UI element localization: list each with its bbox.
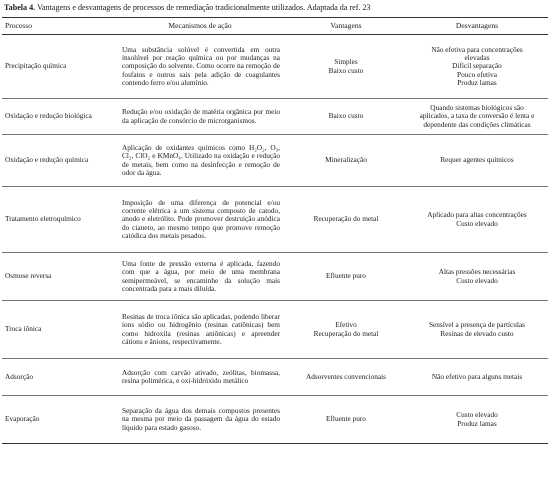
disadvantages-cell xyxy=(406,187,548,253)
disadvantages-cell xyxy=(406,359,548,396)
header-row xyxy=(2,18,548,35)
table-caption xyxy=(4,3,546,13)
disadvantage-line: elevadas xyxy=(464,53,490,63)
process-cell: Precipitação química xyxy=(2,35,114,99)
disadvantages-cell xyxy=(406,301,548,359)
table-row xyxy=(2,35,548,99)
advantages-cell xyxy=(286,253,406,301)
mechanism-cell: Aplicação de oxidantes químicos como H₂O₂, O₃, Cl₂, ClO₂ e KMnO₄. Utilizado na oxidação e redução de metais, bem como na desinfecção e remoção de odor da água. xyxy=(114,135,286,187)
disadvantage-line: Difícil separação xyxy=(452,61,502,71)
disadvantage-line: Produz lamas xyxy=(457,418,497,428)
advantage-line: Baixo custo xyxy=(328,111,364,121)
disadvantage-line: Aplicado para altas concentrações xyxy=(427,210,527,220)
process-cell: Adsorção xyxy=(2,359,114,396)
process-cell: Evaporação xyxy=(2,396,114,444)
table-body xyxy=(2,35,548,444)
caption-label: Tabela 4. xyxy=(4,3,36,12)
advantages-cell xyxy=(286,396,406,444)
disadvantages-cell xyxy=(406,135,548,187)
disadvantage-line: Pouco efetiva xyxy=(457,69,497,79)
advantage-line: Recuperação do metal xyxy=(313,214,379,224)
caption-text: Vantagens e desvantagens de processos de remediação tradicionalmente utilizados. Adaptada da ref. 23 xyxy=(37,3,371,12)
disadvantage-line: Produz lamas xyxy=(457,77,497,87)
advantages-cell xyxy=(286,135,406,187)
mechanism-cell: Adsorção com carvão ativado, zeólitas, biomassa, resina polimérica, e oxi-hidróxido metálico xyxy=(114,359,286,396)
disadvantage-line: Sensível a presença de partículas xyxy=(428,320,526,330)
process-cell: Troca iônica xyxy=(2,301,114,359)
table-row xyxy=(2,99,548,135)
disadvantages-cell xyxy=(406,35,548,99)
disadvantage-line: Não efetivo para alguns metais xyxy=(431,371,523,381)
process-cell: Osmose reversa xyxy=(2,253,114,301)
advantages-cell xyxy=(286,35,406,99)
disadvantage-line: dependente das condições climáticas xyxy=(423,119,531,129)
advantage-line: Simples xyxy=(334,57,358,67)
advantages-cell xyxy=(286,359,406,396)
mechanism-cell: Uma substância solúvel é convertida em outra insolúvel por reação química ou por mudanças na composição do solvente. Como ocorre na remoção de fosfatos e outros sais pela adição de coagulantes contendo ferro e/ou alumínio. xyxy=(114,35,286,99)
mechanism-cell: Redução e/ou oxidação de matéria orgânica por meio da aplicação de consórcio de microrganismos. xyxy=(114,99,286,135)
mechanism-cell: Resinas de troca iônica são aplicadas, podendo liberar íons sódio ou hidrogênio (resinas catiônicas) bem como hidroxila (resinas aniônicas) e apreender cátions e ânions, respectivamente. xyxy=(114,301,286,359)
advantage-line: Efetivo xyxy=(335,320,357,330)
advantage-line: Mineralização xyxy=(325,155,367,165)
process-cell: Oxidação e redução biológica xyxy=(2,99,114,135)
disadvantage-line: Requer agentes químicos xyxy=(440,155,514,165)
table-row xyxy=(2,253,548,301)
table-row xyxy=(2,187,548,253)
process-cell: Tratamento eletroquímico xyxy=(2,187,114,253)
mechanism-cell: Separação da água dos demais compostos presentes na mesma por meio da passagem da água do estado líquido para estado gasoso. xyxy=(114,396,286,444)
advantage-line: Recuperação do metal xyxy=(313,328,379,338)
disadvantage-line: Custo elevado xyxy=(456,275,498,285)
disadvantage-line: Não efetiva para concentrações xyxy=(431,44,523,54)
disadvantage-line: Custo elevado xyxy=(456,410,498,420)
table-row xyxy=(2,135,548,187)
advantage-line: Adsorventes convencionais xyxy=(305,371,387,381)
disadvantages-cell xyxy=(406,396,548,444)
disadvantage-line: Quando sistemas biológicos são xyxy=(430,103,524,113)
disadvantage-line: Custo elevado xyxy=(456,218,498,228)
table-row xyxy=(2,301,548,359)
advantage-line: Efluente puro xyxy=(326,414,366,424)
disadvantage-line: Resinas de elevado custo xyxy=(440,328,514,338)
table-row xyxy=(2,359,548,396)
advantage-line: Baixo custo xyxy=(328,65,364,75)
disadvantage-line: aplicados, a taxa de conversão é lenta e xyxy=(419,111,535,121)
header-processo: Processo xyxy=(2,18,114,35)
advantages-cell xyxy=(286,99,406,135)
mechanism-cell: Uma fonte de pressão externa é aplicada, fazendo com que a água, por meio de uma membrana semipermeável, se encaminhe da solução mais concentrada para a mais diluída. xyxy=(114,253,286,301)
remediation-table xyxy=(2,17,548,444)
process-cell: Oxidação e redução química xyxy=(2,135,114,187)
disadvantages-cell xyxy=(406,253,548,301)
header-desvantagens: Desvantagens xyxy=(406,18,548,35)
mechanism-cell: Imposição de uma diferença de potencial e/ou corrente elétrica a um sistema composto de catodo, anodo e eletrólito. Pode promover destruição anódica do cianeto, ao mesmo tempo que promove remoção catódica dos metais pesados. xyxy=(114,187,286,253)
header-mecanismos: Mecanismos de ação xyxy=(114,18,286,35)
table-row xyxy=(2,396,548,444)
advantages-cell xyxy=(286,301,406,359)
disadvantages-cell xyxy=(406,99,548,135)
advantage-line: Efluente puro xyxy=(326,271,366,281)
disadvantage-line: Altas pressões necessárias xyxy=(438,267,516,277)
header-vantagens: Vantagens xyxy=(286,18,406,35)
advantages-cell xyxy=(286,187,406,253)
